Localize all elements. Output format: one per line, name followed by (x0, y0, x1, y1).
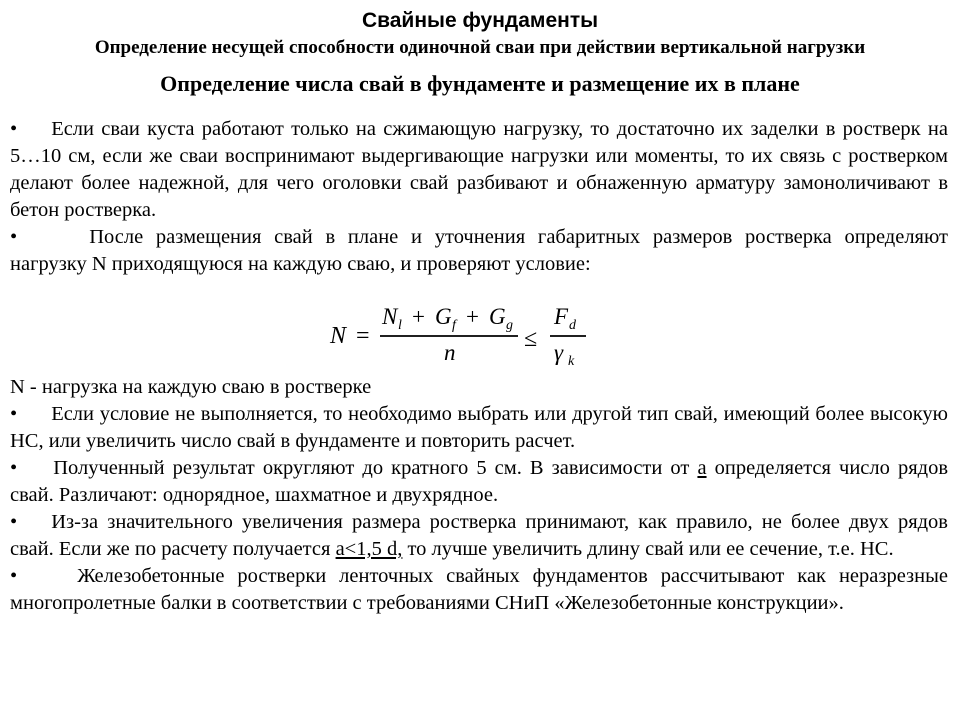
paragraph-5 (10, 509, 948, 563)
paragraph-1 (10, 116, 948, 224)
bullet: • (10, 457, 18, 479)
paragraph-5-underlined: а<1,5 d, (335, 538, 403, 560)
formula-num-n: N (382, 304, 398, 329)
formula-rhs-num-sub: d (569, 318, 576, 333)
formula-rhs-den-sub: k (568, 354, 575, 369)
bullet: • (10, 511, 18, 533)
formula-num-g2-sub: g (506, 318, 513, 333)
paragraph-5-text-end: то лучше увеличить длину свай или ее сечение, т.е. НС. (402, 538, 894, 560)
note-line (10, 374, 948, 401)
paragraph-6 (10, 563, 948, 617)
text-block-2 (10, 374, 948, 617)
formula-plus-2: + (466, 304, 479, 329)
paragraph-5-text: Из-за значительного увеличения размера ростверка принимают, как правило, не более двух рядов свай. Если же по расчету получается (10, 511, 948, 560)
formula-plus-1: + (412, 304, 425, 329)
paragraph-6-text: Железобетонные ростверки ленточных свайных фундаментов рассчитывают как неразрезные многопролетные балки в соответствии с требованиями СНиП «Железобетонные конструкции». (10, 565, 948, 614)
formula-num-g2: G (489, 304, 506, 329)
paragraph-1-text: Если сваи куста работают только на сжимающую нагрузку, то достаточно их заделки в ростверк на 5…10 см, если же сваи воспринимают выдергивающие нагрузки или моменты, то их связь с ростверком делают более надежной, для чего оголовки свай разбивают и обнаженную арматуру замоноличивают в бетон ростверка. (10, 118, 948, 221)
bullet: • (10, 118, 18, 140)
paragraph-3 (10, 401, 948, 455)
bullet: • (10, 226, 18, 248)
text-block-1 (10, 116, 948, 278)
paragraph-4-underlined: а (697, 457, 707, 479)
formula-rhs-den: γ (554, 340, 564, 365)
formula-num-g1: G (435, 304, 452, 329)
formula-rhs-num: F (554, 304, 569, 329)
note-text: N - нагрузка на каждую сваю в ростверке (10, 376, 372, 398)
formula-lhs: N (330, 323, 347, 349)
paragraph-4 (10, 455, 948, 509)
bullet: • (10, 403, 18, 425)
formula-leq: ≤ (524, 326, 538, 352)
formula-equals: = (356, 323, 370, 349)
formula-num-g1-sub: f (452, 318, 456, 333)
paragraph-4-text-end: определяется число рядов свай. Различают: однорядное, шахматное и двухрядное. (10, 457, 948, 506)
paragraph-2 (10, 224, 948, 278)
formula-num-n-sub: l (398, 318, 402, 333)
slide-title: Свайные фундаменты (361, 9, 599, 32)
slide-subtitle: Определение несущей способности одиночной сваи при действии вертикальной нагрузки (94, 37, 866, 58)
paragraph-2-text: После размещения свай в плане и уточнения габаритных размеров ростверка определяют нагрузку N приходящуюся на каждую сваю, и проверяют условие: (10, 226, 948, 275)
formula (320, 296, 600, 372)
formula-den: n (444, 340, 456, 365)
bullet: • (10, 565, 18, 587)
paragraph-3-text: Если условие не выполняется, то необходимо выбрать или другой тип свай, имеющий более высокую НС, или увеличить число свай в фундаменте и повторить расчет. (10, 403, 948, 452)
paragraph-4-text: Полученный результат округляют до кратного 5 см. В зависимости от (53, 457, 698, 479)
section-title: Определение числа свай в фундаменте и размещение их в плане (160, 71, 800, 96)
